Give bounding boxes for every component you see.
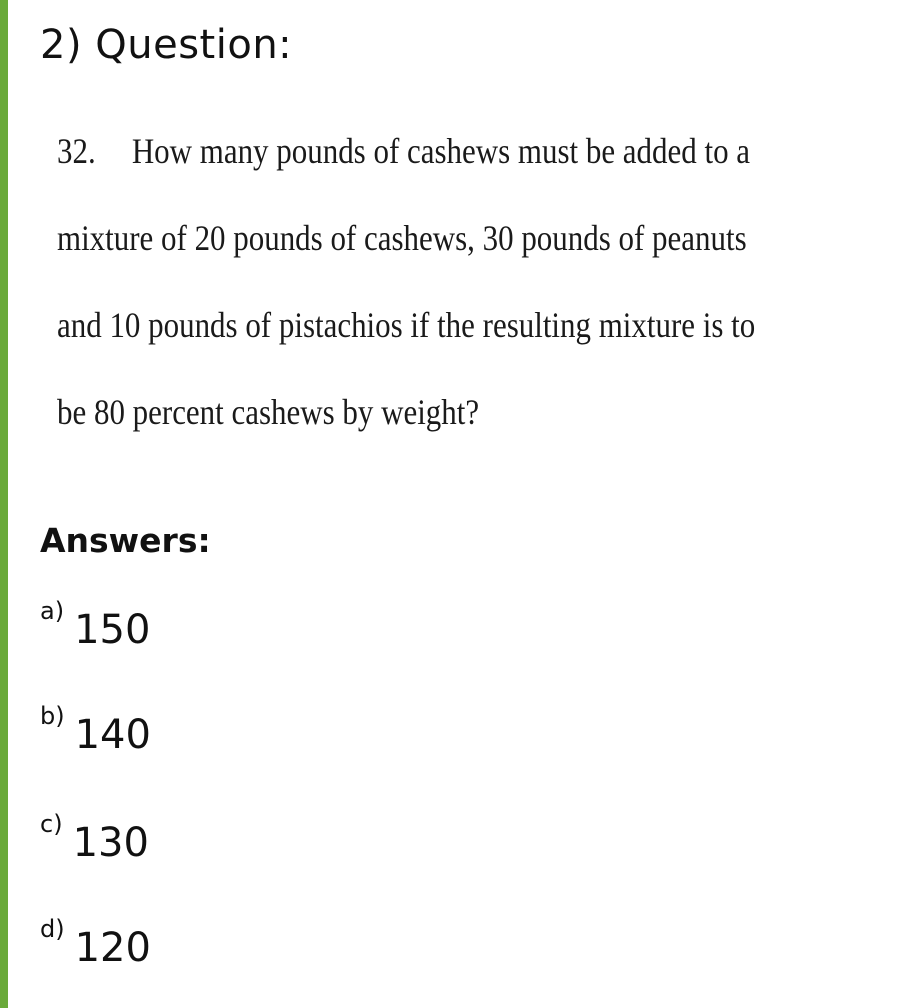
answer-value: 120: [74, 925, 151, 971]
answer-letter: c): [40, 810, 63, 838]
question-line: [57, 108, 878, 195]
question-number: 32.: [57, 131, 96, 171]
answer-option-a[interactable]: [40, 597, 151, 653]
question-text: How many pounds of cashews must be added to a: [131, 131, 751, 171]
question-line: mixture of 20 pounds of cashews, 30 pounds of peanuts: [57, 218, 747, 258]
question-line: be 80 percent cashews by weight?: [57, 392, 480, 432]
answer-value: 130: [72, 820, 149, 866]
question-line: and 10 pounds of pistachios if the resulting mixture is to: [57, 305, 756, 345]
question-heading: 2) Question:: [40, 22, 293, 68]
accent-bar: [0, 0, 8, 1008]
answer-value: 140: [74, 712, 151, 758]
answer-option-c[interactable]: [40, 810, 149, 866]
question-body: [57, 108, 878, 456]
answer-option-d[interactable]: [40, 915, 151, 971]
answer-letter: d): [40, 915, 65, 943]
answer-letter: a): [40, 597, 65, 625]
answers-heading: Answers:: [40, 521, 211, 560]
answer-letter: b): [40, 702, 65, 730]
answer-option-b[interactable]: [40, 702, 151, 758]
answer-value: 150: [74, 607, 151, 653]
